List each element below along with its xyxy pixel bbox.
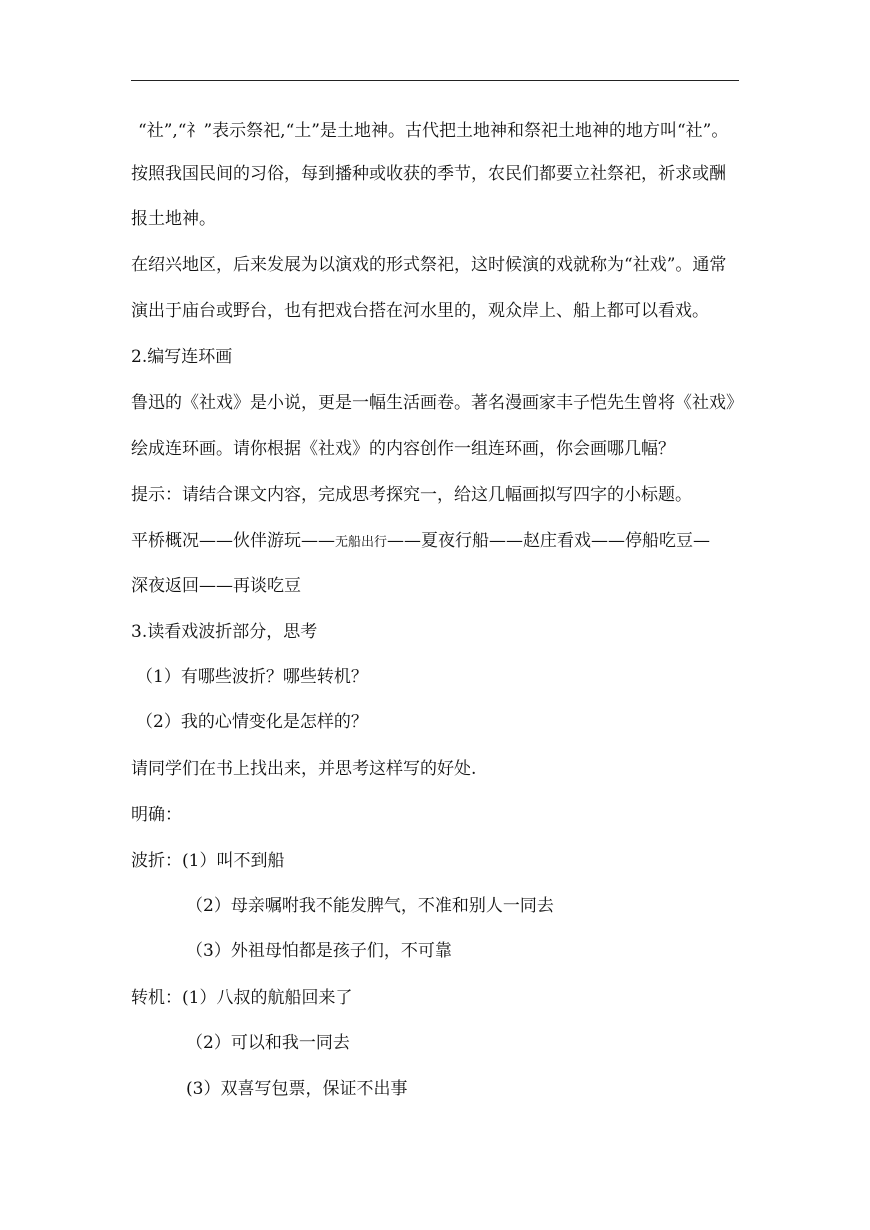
text-line-1: “社”,“礻”表示祭祀,“土”是土地神。古代把土地神和祭祀土地神的地方叫“社”。 bbox=[138, 121, 729, 141]
turn-item-2: （2）可以和我一同去 bbox=[186, 1033, 350, 1053]
title-sequence-line-2: 深夜返回——再谈吃豆 bbox=[131, 576, 301, 596]
title-sequence-part3: ——夏夜行船——赵庄看戏——停船吃豆— bbox=[387, 531, 711, 551]
twist-item-2: （2）母亲嘱咐我不能发脾气，不准和别人一同去 bbox=[186, 896, 554, 916]
question-2: （2）我的心情变化是怎样的？ bbox=[136, 712, 368, 732]
text-line-7: 鲁迅的《社戏》是小说，更是一幅生活画卷。著名漫画家丰子恺先生曾将《社戏》 bbox=[131, 393, 743, 413]
turn-item-3: (3）双喜写包票，保证不出事 bbox=[186, 1079, 408, 1099]
text-line-2: 按照我国民间的习俗，每到播种或收获的季节，农民们都要立社祭祀，祈求或酬 bbox=[131, 164, 726, 184]
turn-item-1: 转机：(1）八叔的航船回来了 bbox=[131, 988, 353, 1008]
text-line-5: 演出于庙台或野台，也有把戏台搭在河水里的，观众岸上、船上都可以看戏。 bbox=[131, 301, 709, 321]
text-line-4: 在绍兴地区，后来发展为以演戏的形式祭祀，这时候演的戏就称为“社戏”。通常 bbox=[131, 255, 727, 275]
text-line-8: 绘成连环画。请你根据《社戏》的内容创作一组连环画，你会画哪几幅？ bbox=[131, 439, 675, 459]
twist-item-3: （3）外祖母怕都是孩子们，不可靠 bbox=[186, 941, 452, 961]
title-sequence-line bbox=[131, 529, 710, 555]
question-1: （1）有哪些波折？哪些转机？ bbox=[136, 667, 368, 687]
title-sequence-part2: 无船出行 bbox=[335, 535, 388, 550]
instruction-line: 请同学们在书上找出来，并思考这样写的好处. bbox=[131, 759, 477, 779]
answer-label: 明确： bbox=[131, 805, 182, 825]
twist-item-1: 波折：(1）叫不到船 bbox=[131, 851, 285, 871]
text-line-3: 报土地神。 bbox=[131, 209, 216, 229]
hint-line: 提示：请结合课文内容，完成思考探究一，给这几幅画拟写四字的小标题。 bbox=[131, 485, 692, 505]
header-rule bbox=[131, 80, 739, 81]
title-sequence-part1: 平桥概况——伙伴游玩—— bbox=[131, 531, 335, 551]
section-heading-3: 3.读看戏波折部分，思考 bbox=[131, 622, 318, 642]
section-heading-2: 2.编写连环画 bbox=[131, 347, 233, 367]
